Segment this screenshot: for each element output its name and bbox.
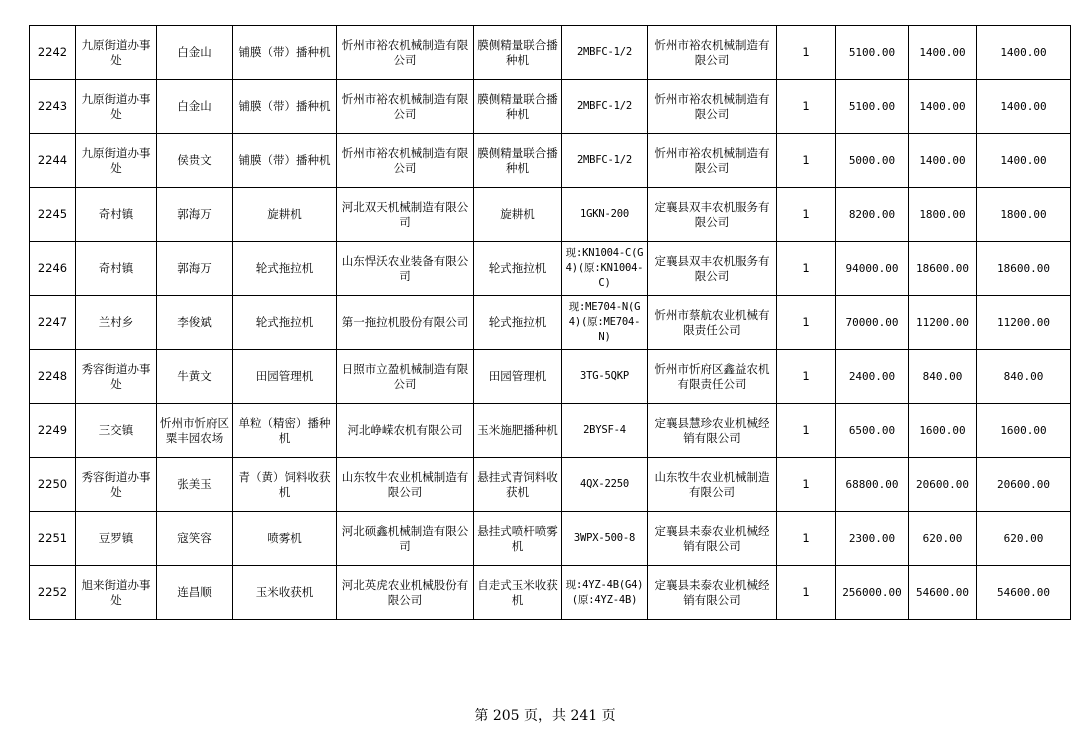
buyer-cell: 白金山 (157, 26, 233, 80)
central-subsidy-cell: 20600.00 (909, 458, 977, 512)
dealer-cell: 忻州市蔡航农业机械有限责任公司 (648, 296, 777, 350)
total-subsidy-cell: 1800.00 (977, 188, 1071, 242)
product-name-cell: 悬挂式喷杆喷雾机 (474, 512, 562, 566)
subsidy-table (29, 25, 1071, 620)
town-cell: 兰村乡 (76, 296, 157, 350)
buyer-cell: 郭海万 (157, 242, 233, 296)
buyer-cell: 寇笑容 (157, 512, 233, 566)
serial-cell: 2243 (30, 80, 76, 134)
model-cell: 3WPX-500-8 (562, 512, 648, 566)
central-subsidy-cell: 1400.00 (909, 26, 977, 80)
town-cell: 秀容街道办事处 (76, 350, 157, 404)
total-subsidy-cell: 1400.00 (977, 134, 1071, 188)
buyer-cell: 侯贵文 (157, 134, 233, 188)
sale-price-cell: 256000.00 (836, 566, 909, 620)
sale-price-cell: 70000.00 (836, 296, 909, 350)
manufacturer-cell: 山东牧牛农业机械制造有限公司 (337, 458, 474, 512)
town-cell: 秀容街道办事处 (76, 458, 157, 512)
product-name-cell: 轮式拖拉机 (474, 296, 562, 350)
manufacturer-cell: 河北峥嵘农机有限公司 (337, 404, 474, 458)
quantity-cell: 1 (777, 188, 836, 242)
town-cell: 豆罗镇 (76, 512, 157, 566)
page-number: 第 205 页，共 241 页 (474, 708, 616, 724)
product-name-cell: 膜侧精量联合播种机 (474, 134, 562, 188)
buyer-cell: 李俊斌 (157, 296, 233, 350)
table-row (30, 512, 1071, 566)
town-cell: 三交镇 (76, 404, 157, 458)
table-row (30, 134, 1071, 188)
central-subsidy-cell: 840.00 (909, 350, 977, 404)
sale-price-cell: 94000.00 (836, 242, 909, 296)
quantity-cell: 1 (777, 296, 836, 350)
category-cell: 田园管理机 (233, 350, 337, 404)
quantity-cell: 1 (777, 242, 836, 296)
sale-price-cell: 6500.00 (836, 404, 909, 458)
manufacturer-cell: 忻州市裕农机械制造有限公司 (337, 80, 474, 134)
serial-cell: 2248 (30, 350, 76, 404)
buyer-cell: 郭海万 (157, 188, 233, 242)
dealer-cell: 定襄县慧珍农业机械经销有限公司 (648, 404, 777, 458)
manufacturer-cell: 山东悍沃农业装备有限公司 (337, 242, 474, 296)
category-cell: 喷雾机 (233, 512, 337, 566)
manufacturer-cell: 河北英虎农业机械股份有限公司 (337, 566, 474, 620)
serial-cell: 2252 (30, 566, 76, 620)
dealer-cell: 忻州市忻府区鑫益农机有限责任公司 (648, 350, 777, 404)
dealer-cell: 定襄县双丰农机服务有限公司 (648, 242, 777, 296)
category-cell: 单粒（精密）播种机 (233, 404, 337, 458)
model-cell: 2MBFC-1/2 (562, 26, 648, 80)
model-cell: 1GKN-200 (562, 188, 648, 242)
table-row (30, 26, 1071, 80)
serial-cell: 2247 (30, 296, 76, 350)
central-subsidy-cell: 1600.00 (909, 404, 977, 458)
category-cell: 旋耕机 (233, 188, 337, 242)
dealer-cell: 定襄县双丰农机服务有限公司 (648, 188, 777, 242)
table-row (30, 404, 1071, 458)
manufacturer-cell: 第一拖拉机股份有限公司 (337, 296, 474, 350)
table-row (30, 458, 1071, 512)
town-cell: 九原街道办事处 (76, 80, 157, 134)
buyer-cell: 白金山 (157, 80, 233, 134)
manufacturer-cell: 河北双天机械制造有限公司 (337, 188, 474, 242)
quantity-cell: 1 (777, 134, 836, 188)
serial-cell: 2246 (30, 242, 76, 296)
total-subsidy-cell: 1600.00 (977, 404, 1071, 458)
central-subsidy-cell: 18600.00 (909, 242, 977, 296)
total-subsidy-cell: 20600.00 (977, 458, 1071, 512)
table-row (30, 242, 1071, 296)
total-subsidy-cell: 11200.00 (977, 296, 1071, 350)
central-subsidy-cell: 1400.00 (909, 80, 977, 134)
quantity-cell: 1 (777, 404, 836, 458)
manufacturer-cell: 日照市立盈机械制造有限公司 (337, 350, 474, 404)
quantity-cell: 1 (777, 566, 836, 620)
model-cell: 现:ME704-N(G4)(原:ME704-N) (562, 296, 648, 350)
category-cell: 铺膜（带）播种机 (233, 80, 337, 134)
category-cell: 轮式拖拉机 (233, 242, 337, 296)
category-cell: 轮式拖拉机 (233, 296, 337, 350)
total-subsidy-cell: 1400.00 (977, 80, 1071, 134)
category-cell: 青（黄）饲料收获机 (233, 458, 337, 512)
table-row (30, 296, 1071, 350)
dealer-cell: 忻州市裕农机械制造有限公司 (648, 134, 777, 188)
sale-price-cell: 2400.00 (836, 350, 909, 404)
sale-price-cell: 5100.00 (836, 26, 909, 80)
dealer-cell: 忻州市裕农机械制造有限公司 (648, 80, 777, 134)
model-cell: 现:4YZ-4B(G4)(原:4YZ-4B) (562, 566, 648, 620)
sale-price-cell: 5100.00 (836, 80, 909, 134)
buyer-cell: 牛黄文 (157, 350, 233, 404)
central-subsidy-cell: 1800.00 (909, 188, 977, 242)
total-subsidy-cell: 54600.00 (977, 566, 1071, 620)
dealer-cell: 忻州市裕农机械制造有限公司 (648, 26, 777, 80)
manufacturer-cell: 忻州市裕农机械制造有限公司 (337, 26, 474, 80)
manufacturer-cell: 忻州市裕农机械制造有限公司 (337, 134, 474, 188)
sale-price-cell: 5000.00 (836, 134, 909, 188)
model-cell: 2MBFC-1/2 (562, 80, 648, 134)
model-cell: 3TG-5QKP (562, 350, 648, 404)
town-cell: 九原街道办事处 (76, 26, 157, 80)
quantity-cell: 1 (777, 80, 836, 134)
central-subsidy-cell: 1400.00 (909, 134, 977, 188)
product-name-cell: 膜侧精量联合播种机 (474, 80, 562, 134)
quantity-cell: 1 (777, 512, 836, 566)
dealer-cell: 定襄县耒泰农业机械经销有限公司 (648, 566, 777, 620)
quantity-cell: 1 (777, 458, 836, 512)
table-body (30, 26, 1071, 620)
model-cell: 4QX-2250 (562, 458, 648, 512)
model-cell: 2MBFC-1/2 (562, 134, 648, 188)
serial-cell: 2249 (30, 404, 76, 458)
serial-cell: 2251 (30, 512, 76, 566)
total-subsidy-cell: 18600.00 (977, 242, 1071, 296)
serial-cell: 2244 (30, 134, 76, 188)
category-cell: 铺膜（带）播种机 (233, 26, 337, 80)
town-cell: 旭来街道办事处 (76, 566, 157, 620)
total-subsidy-cell: 1400.00 (977, 26, 1071, 80)
sale-price-cell: 68800.00 (836, 458, 909, 512)
buyer-cell: 张美玉 (157, 458, 233, 512)
dealer-cell: 山东牧牛农业机械制造有限公司 (648, 458, 777, 512)
table-row (30, 566, 1071, 620)
sale-price-cell: 2300.00 (836, 512, 909, 566)
product-name-cell: 玉米施肥播种机 (474, 404, 562, 458)
central-subsidy-cell: 620.00 (909, 512, 977, 566)
manufacturer-cell: 河北硕鑫机械制造有限公司 (337, 512, 474, 566)
dealer-cell: 定襄县耒泰农业机械经销有限公司 (648, 512, 777, 566)
central-subsidy-cell: 11200.00 (909, 296, 977, 350)
buyer-cell: 连昌顺 (157, 566, 233, 620)
buyer-cell: 忻州市忻府区粟丰园农场 (157, 404, 233, 458)
category-cell: 铺膜（带）播种机 (233, 134, 337, 188)
serial-cell: 2250 (30, 458, 76, 512)
table-row (30, 350, 1071, 404)
product-name-cell: 自走式玉米收获机 (474, 566, 562, 620)
town-cell: 奇村镇 (76, 242, 157, 296)
table-row (30, 80, 1071, 134)
town-cell: 九原街道办事处 (76, 134, 157, 188)
product-name-cell: 轮式拖拉机 (474, 242, 562, 296)
product-name-cell: 膜侧精量联合播种机 (474, 26, 562, 80)
model-cell: 2BYSF-4 (562, 404, 648, 458)
town-cell: 奇村镇 (76, 188, 157, 242)
quantity-cell: 1 (777, 26, 836, 80)
central-subsidy-cell: 54600.00 (909, 566, 977, 620)
total-subsidy-cell: 840.00 (977, 350, 1071, 404)
serial-cell: 2242 (30, 26, 76, 80)
sale-price-cell: 8200.00 (836, 188, 909, 242)
quantity-cell: 1 (777, 350, 836, 404)
product-name-cell: 田园管理机 (474, 350, 562, 404)
product-name-cell: 悬挂式青饲料收获机 (474, 458, 562, 512)
serial-cell: 2245 (30, 188, 76, 242)
product-name-cell: 旋耕机 (474, 188, 562, 242)
model-cell: 现:KN1004-C(G4)(原:KN1004-C) (562, 242, 648, 296)
table-row (30, 188, 1071, 242)
total-subsidy-cell: 620.00 (977, 512, 1071, 566)
category-cell: 玉米收获机 (233, 566, 337, 620)
